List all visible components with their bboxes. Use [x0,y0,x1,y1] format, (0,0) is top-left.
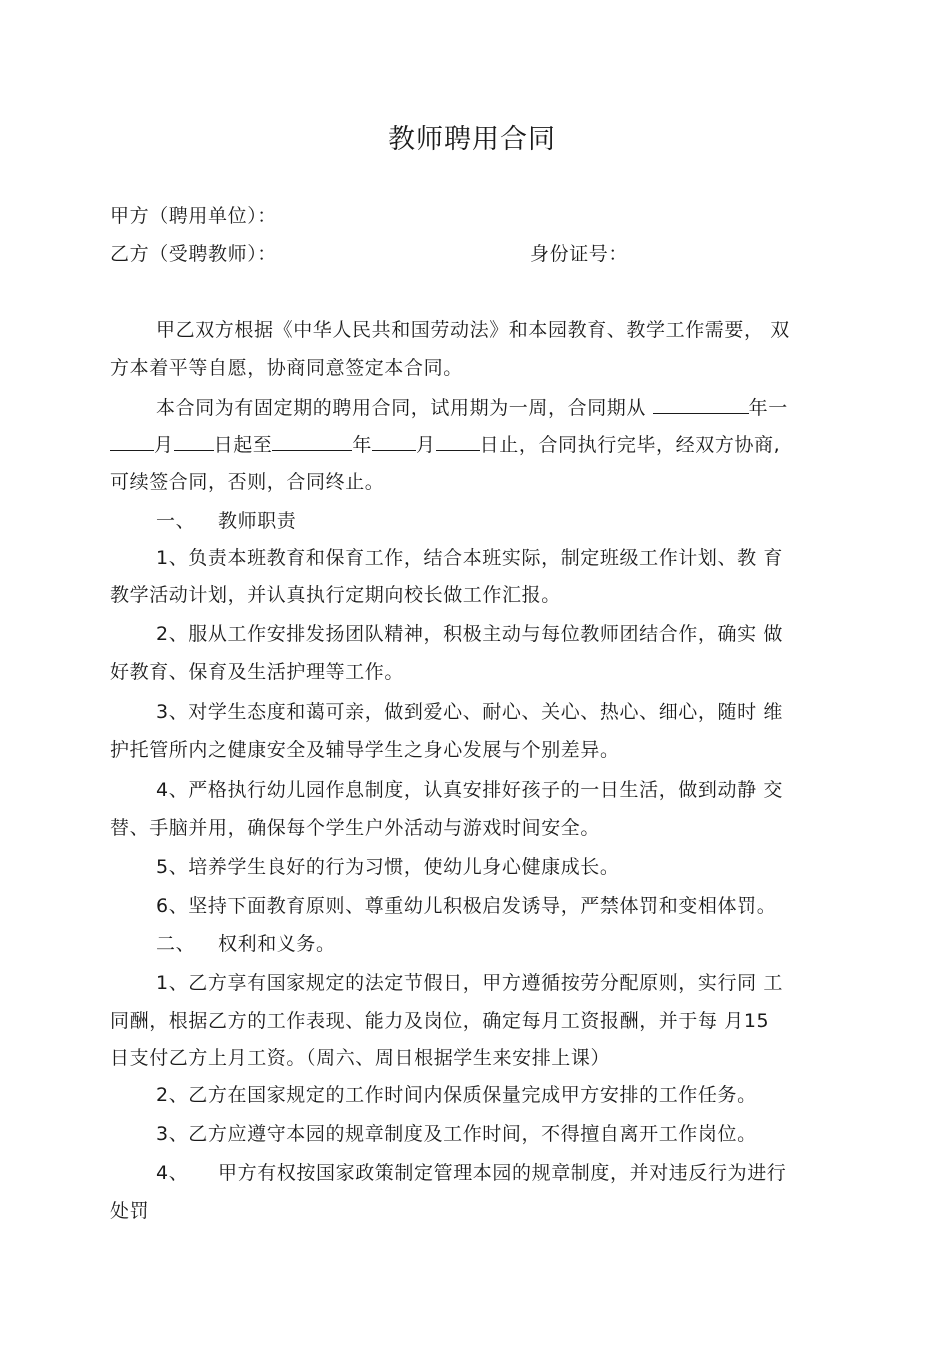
party-b-label: 乙方（受聘教师）： [110,243,277,265]
term-text-1: 本合同为有固定期的聘用合同，试用期为一周，合同期从 [156,397,653,419]
document-title: 教师聘用合同 [388,124,556,155]
section2-title: 权利和义务。 [218,933,336,955]
right-1-line-2: 同酬，根据乙方的工作表现、能力及岗位，确定每月工资报酬，并于每 月15 [110,1010,770,1032]
section1-number: 一、 [156,510,196,532]
year-start-suffix: 年一 [748,397,788,419]
month-end-suffix: 月 [416,434,436,456]
duty-5: 5、培养学生良好的行为习惯，使幼儿身心健康成长。 [156,856,620,878]
term-line-1 [156,395,788,421]
right-2: 2、乙方在国家规定的工作时间内保质保量完成甲方安排的工作任务。 [156,1084,757,1106]
section1-title: 教师职责 [218,510,297,532]
day-end-suffix: 日止，合同执行完毕，经双方协商, [479,434,781,456]
section1-heading [156,508,296,534]
duty-3-line-1: 3、对学生态度和蔼可亲，做到爱心、耐心、关心、热心、细心，随时 维 [156,701,783,723]
intro-line-2: 方本着平等自愿，协商同意签定本合同。 [110,357,463,379]
id-number-label: 身份证号： [530,243,629,265]
year-start-blank [653,395,749,414]
right-1-line-1: 1、乙方享有国家规定的法定节假日，甲方遵循按劳分配原则，实行同 工 [156,972,783,994]
month-start-suffix: 月 [154,434,174,456]
duty-1-line-2: 教学活动计划，并认真执行定期向校长做工作汇报。 [110,584,561,606]
day-start-blank [174,432,214,451]
duty-3-line-2: 护托管所内之健康安全及辅导学生之身心发展与个别差异。 [110,739,620,761]
term-line-2 [110,432,780,458]
duty-1-line-1: 1、负责本班教育和保育工作，结合本班实际，制定班级工作计划、教 育 [156,547,783,569]
duty-4-line-1: 4、严格执行幼儿园作息制度，认真安排好孩子的一日生活，做到动静 交 [156,779,783,801]
day-start-suffix: 日起至 [213,434,273,456]
duty-2-line-1: 2、服从工作安排发扬团队精神，积极主动与每位教师团结合作，确实 做 [156,623,783,645]
right-4-text: 甲方有权按国家政策制定管理本园的规章制度，并对违反行为进行 [218,1162,787,1184]
duty-2-line-2: 好教育、保育及生活护理等工作。 [110,661,405,683]
term-line-3: 可续签合同，否则，合同终止。 [110,471,385,493]
intro-line-1: 甲乙双方根据《中华人民共和国劳动法》和本园教育、教学工作需要， 双 [156,319,790,341]
month-start-blank [110,432,154,451]
right-4-line-2: 处罚 [110,1200,150,1222]
duty-6: 6、坚持下面教育原则、尊重幼儿积极启发诱导，严禁体罚和变相体罚。 [156,895,777,917]
duty-4-line-2: 替、手脑并用，确保每个学生户外活动与游戏时间安全。 [110,817,601,839]
right-3: 3、乙方应遵守本园的规章制度及工作时间，不得擅自离开工作岗位。 [156,1123,757,1145]
month-end-blank [372,432,416,451]
day-end-blank [436,432,480,451]
right-1-line-3: 日支付乙方上月工资。（周六、周日根据学生来安排上课） [110,1047,611,1069]
party-a-label: 甲方（聘用单位）： [110,205,277,227]
year-end-blank [272,432,352,451]
right-4-line-1 [156,1160,786,1186]
year-end-suffix: 年 [352,434,373,456]
section2-heading [156,931,336,957]
section2-number: 二、 [156,933,196,955]
right-4-number: 4、 [156,1162,189,1184]
